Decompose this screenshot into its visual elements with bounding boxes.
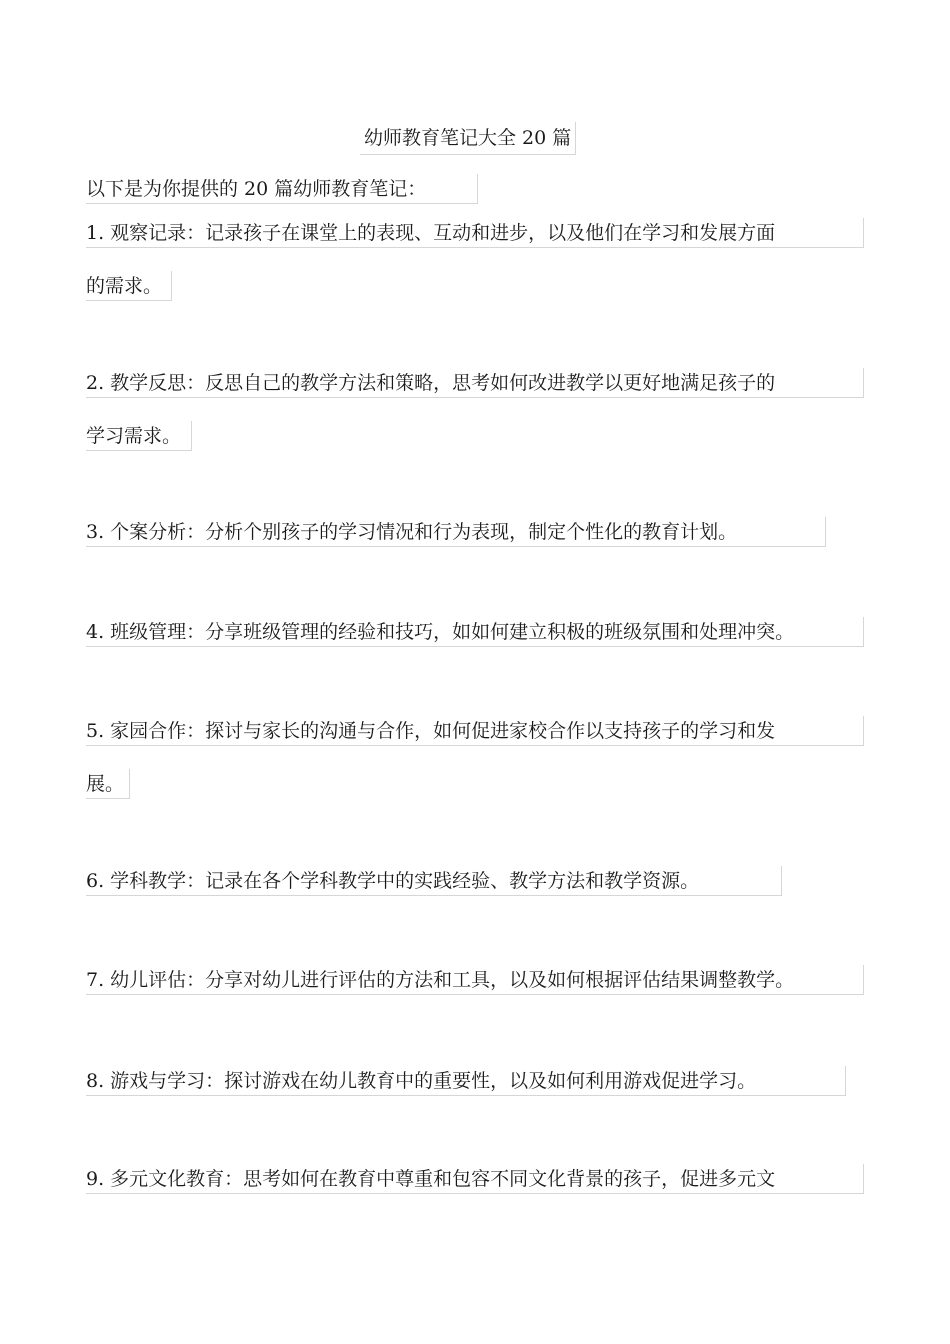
- note-9-line: 9. 多元文化教育：思考如何在教育中尊重和包容不同文化背景的孩子，促进多元文: [86, 1164, 864, 1194]
- note-8-line: 8. 游戏与学习：探讨游戏在幼儿教育中的重要性，以及如何利用游戏促进学习。: [86, 1066, 846, 1096]
- note-4-line: 4. 班级管理：分享班级管理的经验和技巧，如如何建立积极的班级氛围和处理冲突。: [86, 617, 864, 647]
- note-2-line-2: 学习需求。: [86, 421, 192, 451]
- note-6-line: 6. 学科教学：记录在各个学科教学中的实践经验、教学方法和教学资源。: [86, 866, 782, 896]
- intro-line: 以下是为你提供的 20 篇幼师教育笔记：: [86, 174, 478, 204]
- note-7-line: 7. 幼儿评估：分享对幼儿进行评估的方法和工具，以及如何根据评估结果调整教学。: [86, 965, 864, 995]
- document-title: 幼师教育笔记大全 20 篇: [360, 122, 576, 155]
- note-2-line-1: 2. 教学反思：反思自己的教学方法和策略，思考如何改进教学以更好地满足孩子的: [86, 368, 864, 398]
- note-1-line-2: 的需求。: [86, 271, 172, 301]
- note-1-line-1: 1. 观察记录：记录孩子在课堂上的表现、互动和进步，以及他们在学习和发展方面: [86, 218, 864, 248]
- note-3-line: 3. 个案分析：分析个别孩子的学习情况和行为表现，制定个性化的教育计划。: [86, 517, 826, 547]
- note-5-line-1: 5. 家园合作：探讨与家长的沟通与合作，如何促进家校合作以支持孩子的学习和发: [86, 716, 864, 746]
- note-5-line-2: 展。: [86, 769, 130, 799]
